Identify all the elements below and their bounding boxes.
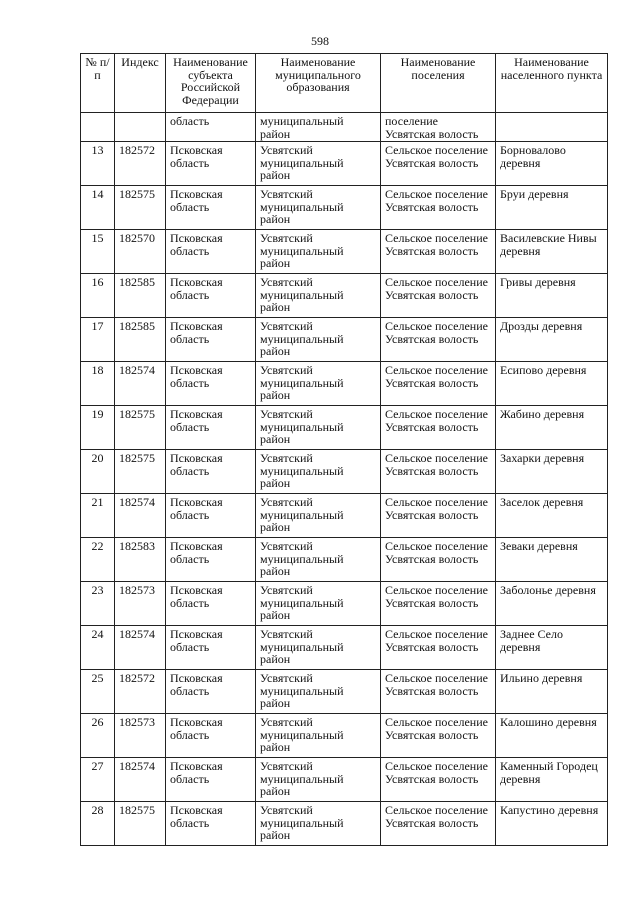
cell-locality: Гривы деревня [496, 274, 608, 318]
cell-num: 28 [81, 802, 115, 846]
cell-municipality: Усвятский муниципальный район [256, 230, 381, 274]
cell-region: Псковская область [166, 362, 256, 406]
cell-num: 13 [81, 142, 115, 186]
cell-settlement: Сельское поселение Усвятская волость [381, 142, 496, 186]
cell-municipality: Усвятский муниципальный район [256, 670, 381, 714]
header-municipality: Наименование муниципального образования [256, 54, 381, 113]
cell-num: 21 [81, 494, 115, 538]
cell-num [81, 113, 115, 142]
table-row [81, 142, 608, 186]
cell-num: 17 [81, 318, 115, 362]
cell-region: Псковская область [166, 758, 256, 802]
cell-municipality: Усвятский муниципальный район [256, 582, 381, 626]
cell-settlement: Сельское поселение Усвятская волость [381, 406, 496, 450]
cell-locality: Борновалово деревня [496, 142, 608, 186]
cell-index: 182570 [115, 230, 166, 274]
table-row [81, 758, 608, 802]
cell-municipality: Усвятский муниципальный район [256, 406, 381, 450]
cell-num: 24 [81, 626, 115, 670]
table-row [81, 670, 608, 714]
cell-num: 25 [81, 670, 115, 714]
cell-index: 182572 [115, 670, 166, 714]
cell-municipality: Усвятский муниципальный район [256, 714, 381, 758]
cell-region: Псковская область [166, 406, 256, 450]
cell-region: Псковская область [166, 318, 256, 362]
cell-num: 15 [81, 230, 115, 274]
cell-municipality: Усвятский муниципальный район [256, 186, 381, 230]
cell-settlement: Сельское поселение Усвятская волость [381, 494, 496, 538]
table-row [81, 538, 608, 582]
cell-index: 182575 [115, 802, 166, 846]
cell-index: 182585 [115, 318, 166, 362]
cell-index: 182574 [115, 494, 166, 538]
header-locality: Наименование населенного пункта [496, 54, 608, 113]
cell-num: 16 [81, 274, 115, 318]
cell-settlement: Сельское поселение Усвятская волость [381, 450, 496, 494]
cell-region: Псковская область [166, 538, 256, 582]
cell-region: область [166, 113, 256, 142]
cell-municipality: Усвятский муниципальный район [256, 142, 381, 186]
cell-index: 182575 [115, 406, 166, 450]
cell-locality: Зеваки деревня [496, 538, 608, 582]
table-row [81, 494, 608, 538]
cell-index: 182573 [115, 582, 166, 626]
cell-municipality: Усвятский муниципальный район [256, 450, 381, 494]
cell-region: Псковская область [166, 274, 256, 318]
header-num: № п/п [81, 54, 115, 113]
cell-index: 182575 [115, 186, 166, 230]
cell-settlement: Сельское поселение Усвятская волость [381, 318, 496, 362]
cell-settlement: Сельское поселение Усвятская волость [381, 758, 496, 802]
cell-municipality: Усвятский муниципальный район [256, 362, 381, 406]
table-row [81, 626, 608, 670]
cell-num: 19 [81, 406, 115, 450]
table-row [81, 230, 608, 274]
cell-num: 23 [81, 582, 115, 626]
cell-index: 182572 [115, 142, 166, 186]
cell-num: 14 [81, 186, 115, 230]
cell-settlement: Сельское поселение Усвятская волость [381, 670, 496, 714]
cell-municipality: муниципальный район [256, 113, 381, 142]
cell-locality: Капустино деревня [496, 802, 608, 846]
cell-municipality: Усвятский муниципальный район [256, 274, 381, 318]
cell-num: 20 [81, 450, 115, 494]
cell-settlement: Сельское поселение Усвятская волость [381, 626, 496, 670]
cell-index: 182575 [115, 450, 166, 494]
cell-region: Псковская область [166, 230, 256, 274]
cell-settlement: Сельское поселение Усвятская волость [381, 802, 496, 846]
cell-region: Псковская область [166, 186, 256, 230]
cell-settlement: Сельское поселение Усвятская волость [381, 362, 496, 406]
cell-region: Псковская область [166, 142, 256, 186]
cell-municipality: Усвятский муниципальный район [256, 758, 381, 802]
cell-settlement: Сельское поселение Усвятская волость [381, 714, 496, 758]
cell-locality: Бруи деревня [496, 186, 608, 230]
cell-locality: Жабино деревня [496, 406, 608, 450]
header-index: Индекс [115, 54, 166, 113]
table-row [81, 714, 608, 758]
table-row [81, 450, 608, 494]
cell-index: 182573 [115, 714, 166, 758]
cell-num: 26 [81, 714, 115, 758]
cell-region: Псковская область [166, 494, 256, 538]
header-region: Наименование субъекта Российской Федерации [166, 54, 256, 113]
cell-index: 182574 [115, 758, 166, 802]
cell-locality: Василевские Нивы деревня [496, 230, 608, 274]
cell-settlement: Сельское поселение Усвятская волость [381, 274, 496, 318]
table-row [81, 274, 608, 318]
page-number: 598 [311, 34, 329, 48]
cell-locality: Заднее Село деревня [496, 626, 608, 670]
cell-locality: Дрозды деревня [496, 318, 608, 362]
cell-settlement: Сельское поселение Усвятская волость [381, 186, 496, 230]
cell-index: 182574 [115, 362, 166, 406]
cell-num: 27 [81, 758, 115, 802]
header-settlement: Наименование поселения [381, 54, 496, 113]
table-row [81, 406, 608, 450]
cell-locality: Каменный Городец деревня [496, 758, 608, 802]
cell-municipality: Усвятский муниципальный район [256, 626, 381, 670]
cell-settlement: Сельское поселение Усвятская волость [381, 538, 496, 582]
cell-region: Псковская область [166, 714, 256, 758]
cell-num: 18 [81, 362, 115, 406]
cell-index: 182585 [115, 274, 166, 318]
table-row [81, 582, 608, 626]
cell-locality [496, 113, 608, 142]
cell-municipality: Усвятский муниципальный район [256, 494, 381, 538]
settlements-table [80, 53, 608, 846]
cell-locality: Заболонье деревня [496, 582, 608, 626]
cell-locality: Ильино деревня [496, 670, 608, 714]
cell-index: 182583 [115, 538, 166, 582]
cell-locality: Захарки деревня [496, 450, 608, 494]
cell-municipality: Усвятский муниципальный район [256, 538, 381, 582]
table-header-row [81, 54, 608, 113]
cell-index: 182574 [115, 626, 166, 670]
cell-index [115, 113, 166, 142]
cell-locality: Заселок деревня [496, 494, 608, 538]
cell-settlement: Сельское поселение Усвятская волость [381, 230, 496, 274]
cell-locality: Есипово деревня [496, 362, 608, 406]
table-row [81, 186, 608, 230]
continuation-row [81, 113, 608, 142]
cell-num: 22 [81, 538, 115, 582]
table-row [81, 802, 608, 846]
cell-settlement: Сельское поселение Усвятская волость [381, 582, 496, 626]
table-row [81, 362, 608, 406]
cell-locality: Калошино деревня [496, 714, 608, 758]
cell-region: Псковская область [166, 450, 256, 494]
cell-settlement: поселение Усвятская волость [381, 113, 496, 142]
cell-region: Псковская область [166, 802, 256, 846]
cell-region: Псковская область [166, 670, 256, 714]
cell-municipality: Усвятский муниципальный район [256, 318, 381, 362]
table-row [81, 318, 608, 362]
cell-region: Псковская область [166, 582, 256, 626]
cell-region: Псковская область [166, 626, 256, 670]
cell-municipality: Усвятский муниципальный район [256, 802, 381, 846]
